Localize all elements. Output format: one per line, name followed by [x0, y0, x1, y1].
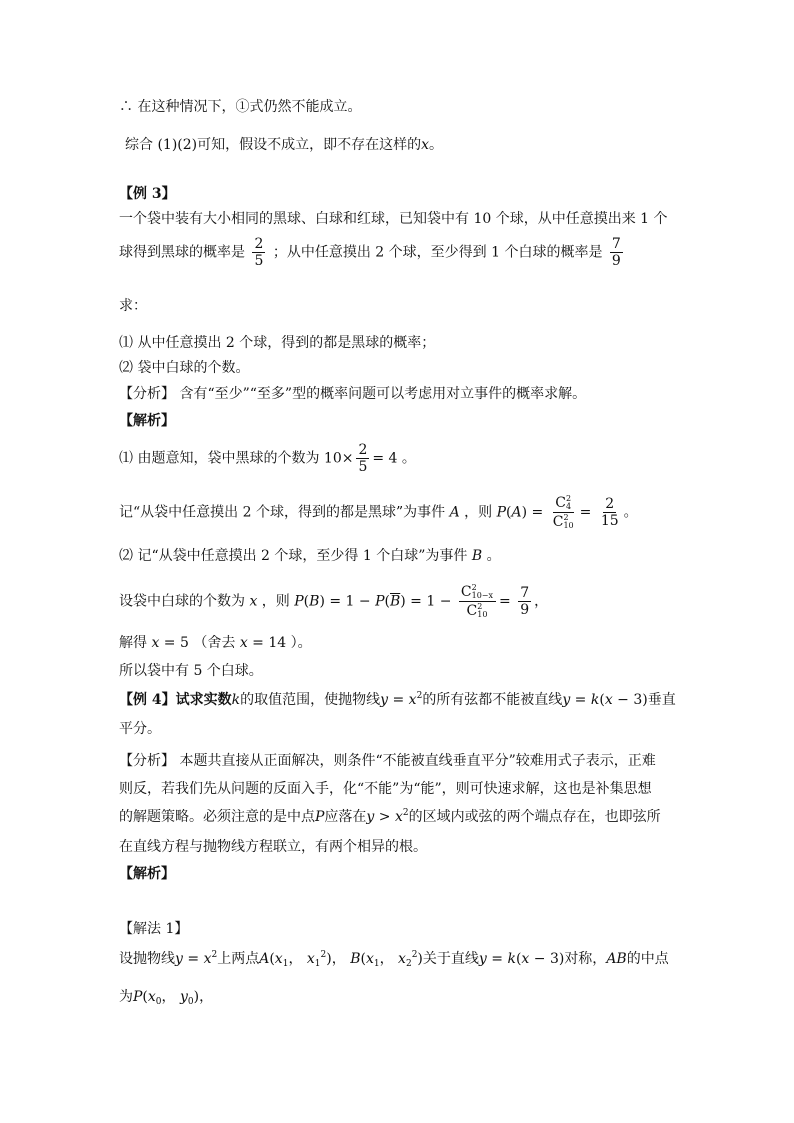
formula: (	[269, 951, 275, 967]
formula: B	[350, 951, 361, 967]
formula: ，	[379, 951, 399, 967]
formula: = 5	[159, 635, 194, 651]
formula: =	[486, 951, 508, 967]
formula: x	[239, 635, 248, 651]
text-span: 的区域内或弦的两个端点存在，也即弦所	[408, 809, 661, 825]
formula: 2	[211, 950, 218, 960]
formula: y	[478, 951, 487, 967]
formula: 1	[282, 959, 289, 969]
formula: x	[203, 951, 212, 967]
formula: >	[374, 809, 395, 825]
text-span: 应落在	[324, 809, 367, 825]
text-span: ，	[534, 593, 549, 610]
formula: (	[142, 989, 148, 1005]
math-var: x	[245, 593, 262, 610]
formula: − 3)	[529, 951, 565, 967]
text-line: 一个袋中装有大小相同的黑球、白球和红球，已知袋中有 10 个球，从中任意摸出来 1 个	[119, 211, 668, 227]
fraction-2-5: $\frac{2}{5}$	[254, 236, 264, 269]
formula: k	[507, 951, 516, 967]
formula: x	[408, 692, 417, 708]
formula: =	[182, 951, 204, 967]
math-var: A	[449, 504, 465, 521]
text-span: ⑵ 记“从袋中任意摸出 2 个球，至少得 1 个白球”为事件	[119, 548, 468, 564]
formula: y	[366, 809, 375, 825]
text-span: 对称，	[564, 951, 607, 967]
text-span: （舍去	[193, 635, 236, 651]
formula: P	[496, 504, 507, 521]
formula: = 14	[247, 635, 291, 651]
text-span: ，则	[261, 593, 290, 610]
formula: (	[303, 593, 310, 610]
analysis-line	[119, 806, 661, 826]
text-span: 垂直	[647, 692, 676, 708]
text-span: ）。	[290, 635, 312, 651]
text-span: 解得	[119, 635, 147, 651]
formula: − 3)	[612, 692, 648, 708]
formula: x	[365, 951, 374, 967]
text-span: 的中点	[626, 951, 669, 967]
formula: x	[604, 692, 613, 708]
text-line	[119, 442, 416, 475]
formula: 0	[187, 997, 194, 1007]
formula: P	[133, 989, 143, 1005]
formula: B	[309, 593, 320, 610]
formula: )，	[193, 989, 214, 1005]
formula: (	[599, 692, 605, 708]
text-span: 设袋中白球的个数为	[119, 593, 245, 610]
formula: =	[570, 692, 591, 708]
text-span: 。	[429, 137, 444, 153]
formula: 2	[402, 808, 409, 818]
formula: (	[515, 951, 522, 967]
formula: 2	[405, 959, 412, 969]
formula: =	[388, 692, 409, 708]
formula: ) = 1 −	[319, 593, 376, 610]
formula: k	[590, 692, 600, 708]
text-line	[119, 494, 638, 531]
formula: x	[521, 951, 530, 967]
text-span: 为	[119, 989, 133, 1005]
text-line	[119, 632, 312, 652]
formula: 1	[373, 959, 380, 969]
formula: x	[147, 989, 156, 1005]
formula: (	[360, 951, 366, 967]
formula: x	[398, 951, 406, 967]
fraction-2-5: $\frac{2}{5}$	[358, 442, 368, 475]
formula: y	[380, 692, 389, 708]
formula: )，	[326, 951, 351, 967]
text-line	[119, 545, 501, 565]
formula: y	[562, 692, 571, 708]
text-span: 上两点	[217, 951, 260, 967]
fraction-2-15: $\frac{2}{15}$	[600, 496, 619, 529]
text-span: 关于直线	[422, 951, 479, 967]
math-var: P	[315, 809, 325, 825]
example-heading: 【例 4】试求实数	[119, 692, 232, 708]
formula: $\overline{B}$	[389, 593, 401, 610]
analysis-line: 【分析】 含有“至少”“至多”型的概率问题可以考虑用对立事件的概率求解。	[119, 386, 587, 402]
formula: = 4 。	[372, 450, 416, 467]
text-span: 的解题策略。必须注意的是中点	[119, 809, 315, 825]
formula: y	[179, 989, 188, 1005]
text-line	[119, 986, 213, 1007]
formula: ，	[161, 989, 180, 1005]
text-line: 求：	[119, 298, 147, 314]
text-span: 的所有弦都不能被直线	[422, 692, 563, 708]
math-var: B	[467, 548, 487, 564]
text-span: 。	[486, 548, 501, 564]
text-span: 。	[623, 504, 638, 521]
text-span: 设抛物线	[119, 951, 175, 967]
formula: (	[384, 593, 390, 610]
formula: P	[375, 593, 385, 610]
formula: ，	[288, 951, 307, 967]
formula: (	[506, 504, 512, 521]
formula: x	[306, 951, 315, 967]
text-line: ⑴ 从中任意摸出 2 个球，得到的都是黑球的概率；	[119, 335, 436, 351]
fraction-combination: C 2 4 C 2 10	[552, 494, 574, 530]
method-heading: 【解法 1】	[119, 921, 189, 937]
text-line: 所以袋中有 5 个白球。	[119, 663, 263, 679]
solution-heading: 【解析】	[119, 413, 175, 429]
formula: A	[259, 951, 270, 967]
text-span: ，则	[464, 504, 493, 521]
formula: x	[151, 635, 160, 651]
fraction-combination: C 2 10−x C 2 10	[459, 583, 496, 620]
text-line	[119, 689, 676, 709]
text-line: 平分。	[119, 721, 161, 737]
analysis-line: 则反，若我们先从问题的反面入手，化“不能”为“能”，则可快速求解，这也是补集思想	[119, 781, 652, 797]
text-line	[125, 134, 443, 154]
math-var: k	[231, 692, 241, 708]
analysis-line: 【分析】 本题共直接从正面解决，则条件“不能被直线垂直平分”较难用式子表示，正难	[119, 753, 656, 769]
text-span: ⑴ 由题意知，袋中黑球的个数为	[119, 450, 320, 467]
formula: 2	[411, 950, 418, 960]
example-heading: 【例 3】	[119, 186, 176, 202]
formula: A	[511, 504, 522, 521]
formula: AB	[606, 951, 627, 967]
text-span: 的取值范围，使抛物线	[240, 692, 381, 708]
text-span: 记“从袋中任意摸出 2 个球，得到的都是黑球”为事件	[119, 504, 446, 521]
formula: =	[579, 504, 592, 521]
analysis-line: 在直线方程与抛物线方程联立，有两个相异的根。	[119, 839, 427, 855]
formula: 10×	[323, 450, 354, 467]
formula: ) = 1 −	[400, 593, 452, 610]
formula: ) =	[521, 504, 544, 521]
formula: 0	[155, 997, 162, 1007]
fraction-7-9: $\frac{7}{9}$	[520, 585, 530, 618]
text-line: ⑵ 袋中白球的个数。	[119, 360, 250, 376]
formula: P	[294, 593, 304, 610]
text-span: ；从中任意摸出 2 个球，至少得到 1 个白球的概率是	[272, 244, 603, 261]
formula: x	[274, 951, 283, 967]
formula: =	[499, 593, 511, 610]
text-line	[119, 948, 669, 969]
formula: 1	[314, 959, 321, 969]
text-line	[119, 236, 626, 269]
text-span: 综合 (1)(2)可知，假设不成立，即不存在这样的	[125, 137, 422, 153]
formula: )	[417, 951, 423, 967]
formula: y	[175, 951, 183, 967]
formula: 2	[416, 691, 423, 701]
solution-heading: 【解析】	[119, 866, 175, 882]
text-line: ∴ 在这种情况下，①式仍然不能成立。	[119, 99, 362, 115]
formula: x	[394, 809, 403, 825]
math-var: x	[421, 137, 430, 153]
fraction-7-9: $\frac{7}{9}$	[611, 236, 621, 269]
text-line	[119, 583, 548, 620]
text-span: 球得到黑球的概率是	[119, 244, 245, 261]
formula: 2	[320, 950, 327, 960]
